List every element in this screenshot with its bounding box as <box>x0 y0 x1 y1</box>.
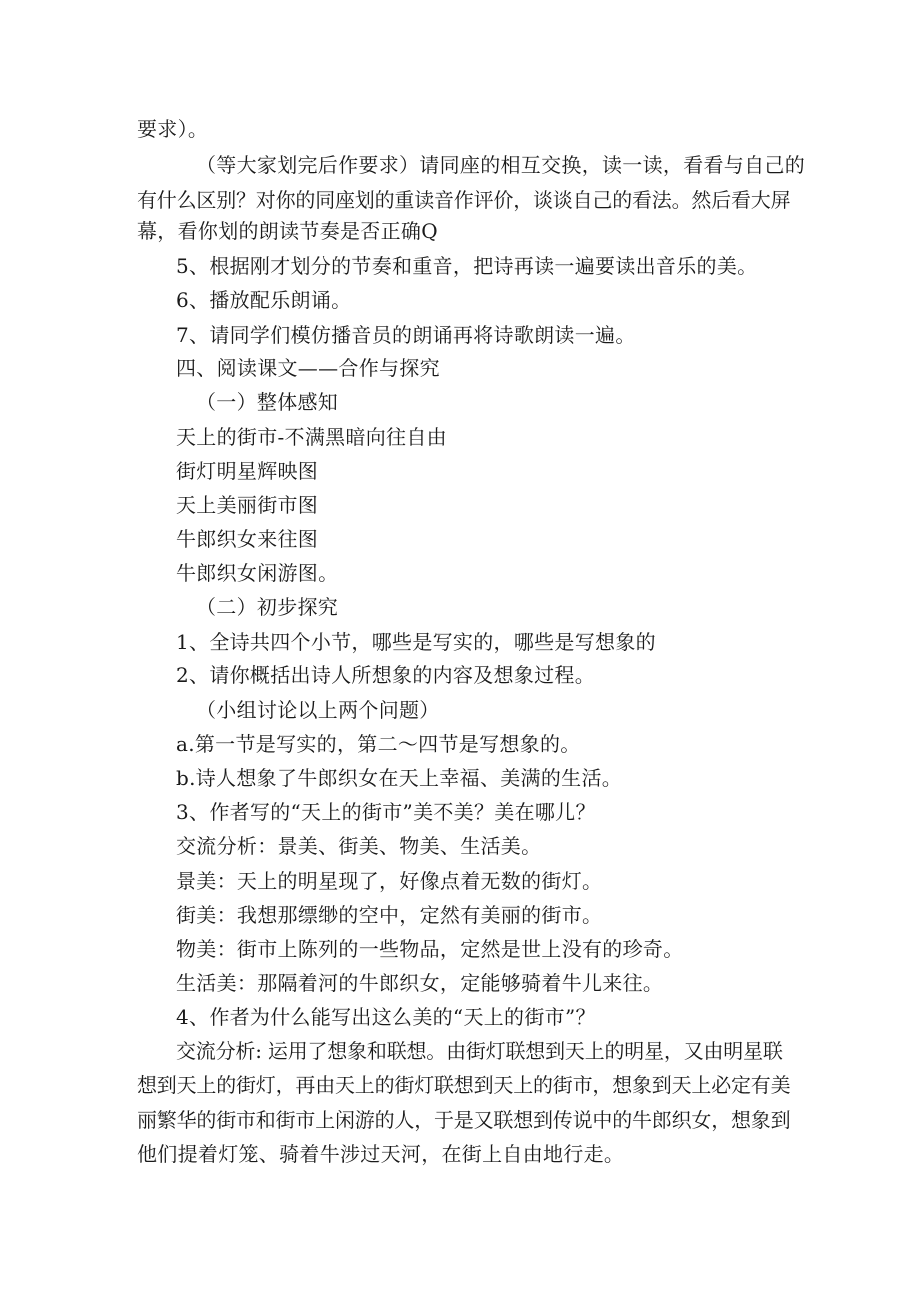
text-line-14: 牛郎织女闲游图。 <box>176 561 339 585</box>
text-line-4: 幕，看你划的朗读节奏是否正确Q <box>137 219 438 243</box>
text-line-13: 牛郎织女来往图 <box>176 527 319 551</box>
text-line-23: 景美：天上的明星现了，好像点着无数的街灯。 <box>176 869 603 893</box>
text-line-6: 6、播放配乐朗诵。 <box>176 288 352 312</box>
text-line-12: 天上美丽街市图 <box>176 493 319 517</box>
text-line-2: （等大家划完后作要求）请同座的相互交换，读一读，看看与自己的 <box>196 153 805 177</box>
text-line-11: 街灯明星辉映图 <box>176 459 319 483</box>
text-line-24: 街美：我想那缥缈的空中，定然有美丽的街市。 <box>176 903 603 927</box>
text-line-16: 1、全诗共四个小节，哪些是写实的，哪些是写想象的 <box>176 630 656 654</box>
text-line-22: 交流分析：景美、街美、物美、生活美。 <box>176 834 542 858</box>
section-heading-4: 四、阅读课文——合作与探究 <box>176 356 440 380</box>
text-line-26: 生活美：那隔着河的牛郎织女，定能够骑着牛儿来往。 <box>176 971 664 995</box>
subsection-heading-2: （二）初步探究 <box>196 595 339 619</box>
text-line-25: 物美：街市上陈列的一些物品，定然是世上没有的珍奇。 <box>176 937 684 961</box>
text-line-3: 有什么区别？对你的同座划的重读音作评价，谈谈自己的看法。然后看大屏 <box>137 188 791 212</box>
text-line-31: 他们提着灯笼、骑着牛涉过天河，在街上自由地行走。 <box>137 1142 625 1166</box>
text-line-27: 4、作者为什么能写出这么美的“天上的街市”？ <box>176 1005 596 1029</box>
text-line-28: 交流分析: 运用了想象和联想。由街灯联想到天上的明星，又由明星联 <box>176 1039 783 1063</box>
text-line-29: 想到天上的街灯，再由天上的街灯联想到天上的街市，想象到天上必定有美 <box>137 1073 791 1097</box>
text-line-17: 2、请你概括出诗人所想象的内容及想象过程。 <box>176 663 596 687</box>
text-line-21: 3、作者写的“天上的街市”美不美？美在哪儿？ <box>176 800 596 824</box>
text-line-18: （小组讨论以上两个问题） <box>196 698 440 722</box>
text-line-10: 天上的街市-不满黑暗向往自由 <box>176 425 447 449</box>
text-line-5: 5、根据刚才划分的节奏和重音，把诗再读一遍要读出音乐的美。 <box>176 254 758 278</box>
text-line-1: 要求）。 <box>137 117 209 141</box>
text-line-19: a.第一节是写实的，第二～四节是写想象的。 <box>176 732 581 756</box>
text-line-30: 丽繁华的街市和街市上闲游的人，于是又联想到传说中的牛郎织女，想象到 <box>137 1108 791 1132</box>
subsection-heading-1: （一）整体感知 <box>196 390 339 414</box>
text-line-7: 7、请同学们模仿播音员的朗诵再将诗歌朗读一遍。 <box>176 323 636 347</box>
text-line-20: b.诗人想象了牛郎织女在天上幸福、美满的生活。 <box>176 766 623 790</box>
